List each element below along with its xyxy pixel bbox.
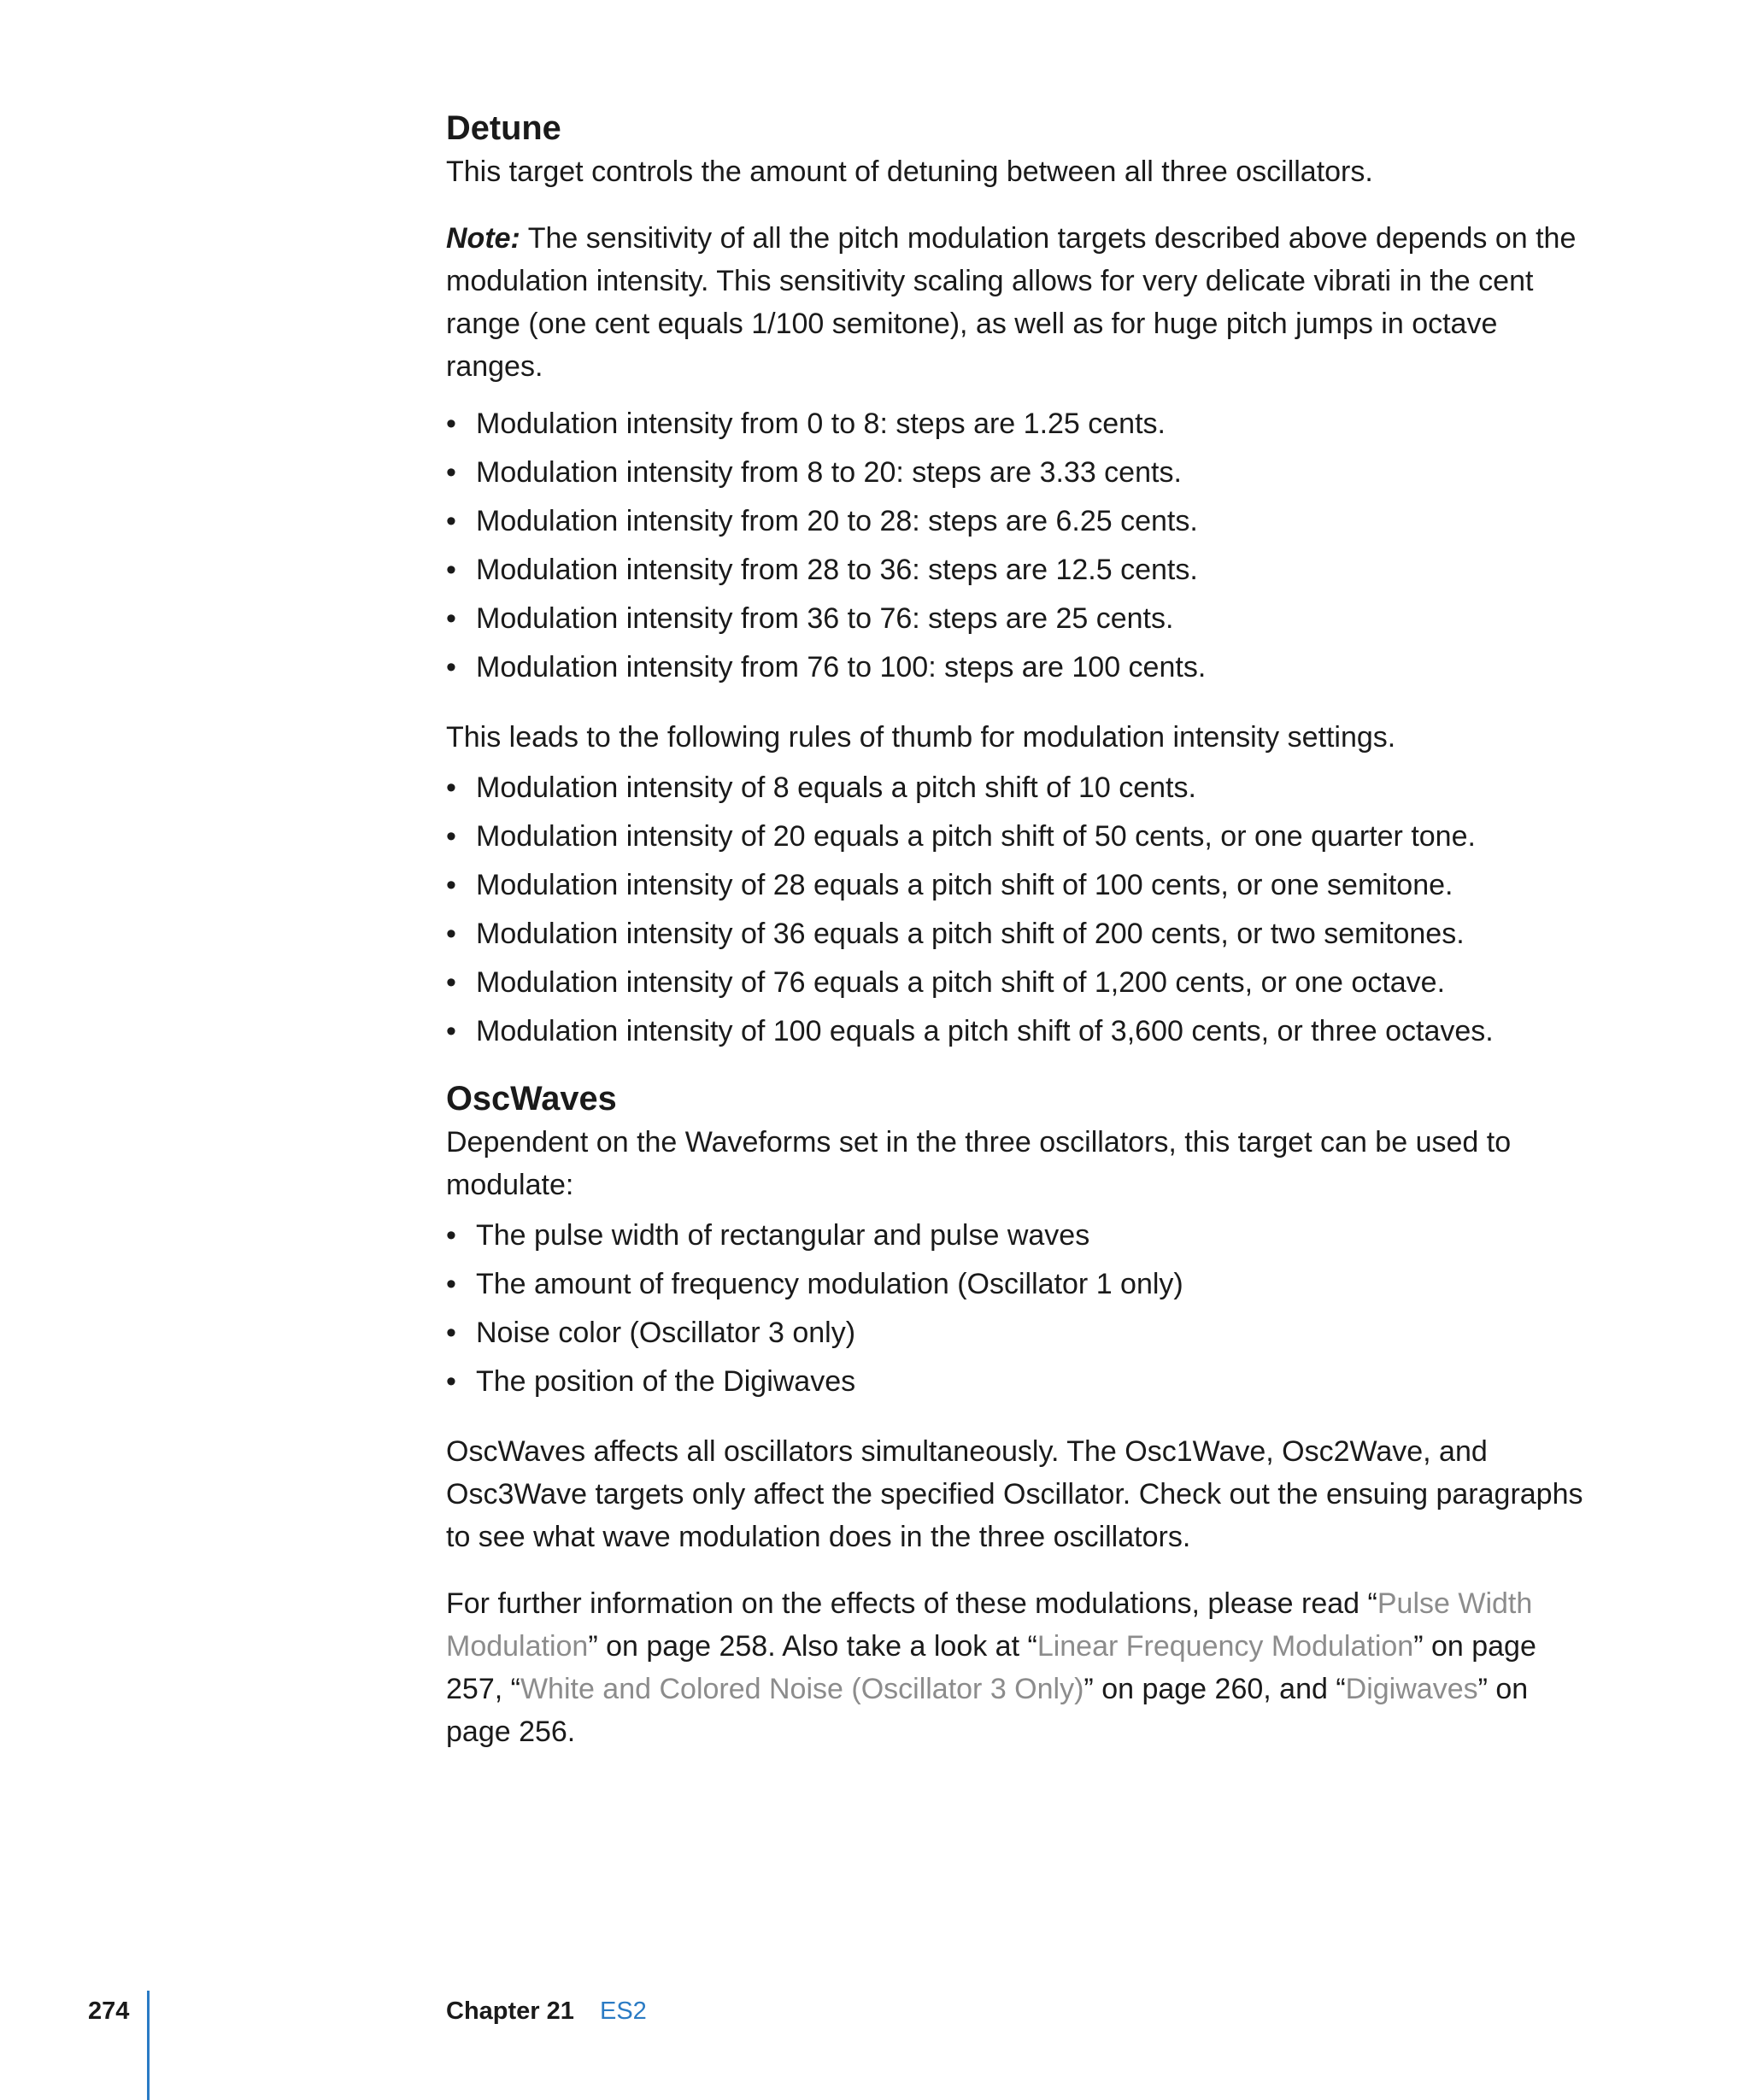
bullet-icon: • xyxy=(446,1317,456,1349)
list-item: • Modulation intensity from 36 to 76: steps are 25 cents. xyxy=(446,595,1591,643)
steps-list xyxy=(446,400,1591,692)
detune-heading: Detune xyxy=(446,109,561,147)
bullet-icon: • xyxy=(446,1268,456,1300)
list-item: • The pulse width of rectangular and pulse waves xyxy=(446,1211,1591,1260)
footer-divider xyxy=(147,1991,150,2100)
list-item: • The amount of frequency modulation (Oscillator 1 only) xyxy=(446,1260,1591,1309)
further-info-paragraph: For further information on the effects of these modulations, please read “Pulse Width Modulation” on page 258. Also take a look at “Linear Frequency Modulation” on page 257, “White and Colored Noise (Oscillator 3 Only)” on page 260, and “Digiwaves” on page 256. xyxy=(446,1587,1536,1748)
link-white-colored-noise[interactable]: White and Colored Noise (Oscillator 3 Only) xyxy=(520,1673,1084,1705)
detune-body: This target controls the amount of detuning between all three oscillators. xyxy=(446,155,1373,188)
bullet-icon: • xyxy=(446,1015,456,1047)
bullet-icon: • xyxy=(446,771,456,804)
link-pulse-width-modulation[interactable]: Pulse Width Modulation xyxy=(446,1587,1533,1663)
bullet-icon: • xyxy=(446,456,456,489)
bullet-icon: • xyxy=(446,554,456,586)
note-label: Note: xyxy=(446,222,520,255)
page-number: 274 xyxy=(88,1997,130,2025)
list-item: • Modulation intensity from 28 to 36: steps are 12.5 cents. xyxy=(446,546,1591,595)
list-item: • Modulation intensity of 8 equals a pitch shift of 10 cents. xyxy=(446,764,1591,812)
bullet-icon: • xyxy=(446,505,456,537)
bullet-icon: • xyxy=(446,408,456,440)
list-item: • Modulation intensity of 100 equals a pitch shift of 3,600 cents, or three octaves. xyxy=(446,1007,1591,1056)
bullet-icon: • xyxy=(446,966,456,999)
bullet-icon: • xyxy=(446,1219,456,1252)
bullet-icon: • xyxy=(446,918,456,950)
oscwaves-heading: OscWaves xyxy=(446,1080,617,1117)
bullet-icon: • xyxy=(446,602,456,635)
oscwaves-paragraph-2: OscWaves affects all oscillators simultaneously. The Osc1Wave, Osc2Wave, and Osc3Wave targets only affect the specified Oscillator. Check out the ensuing paragraphs to see what wave modulation does in the three oscillators. xyxy=(446,1435,1583,1553)
list-item: • Modulation intensity from 8 to 20: steps are 3.33 cents. xyxy=(446,449,1591,497)
link-digiwaves[interactable]: Digiwaves xyxy=(1345,1673,1478,1705)
note-body: The sensitivity of all the pitch modulation targets described above depends on the modulation intensity. This sensitivity scaling allows for very delicate vibrati in the cent range (one cent equals 1/100 semitone), as well as for huge pitch jumps in octave ranges. xyxy=(446,222,1577,383)
bullet-icon: • xyxy=(446,869,456,901)
oscwaves-body: Dependent on the Waveforms set in the three oscillators, this target can be used to modulate: xyxy=(446,1126,1512,1201)
list-item: • The position of the Digiwaves xyxy=(446,1358,1591,1406)
link-linear-frequency-modulation[interactable]: Linear Frequency Modulation xyxy=(1036,1630,1414,1663)
note-paragraph xyxy=(446,217,1591,388)
list-item: • Modulation intensity of 76 equals a pitch shift of 1,200 cents, or one octave. xyxy=(446,959,1591,1007)
page-content xyxy=(446,109,1591,1753)
rules-intro: This leads to the following rules of thumb for modulation intensity settings. xyxy=(446,721,1396,754)
footer-chapter-title: ES2 xyxy=(600,1997,647,2025)
bullet-icon: • xyxy=(446,651,456,683)
rules-list xyxy=(446,764,1591,1056)
list-item: • Noise color (Oscillator 3 only) xyxy=(446,1309,1591,1358)
list-item: • Modulation intensity from 20 to 28: steps are 6.25 cents. xyxy=(446,497,1591,546)
list-item: • Modulation intensity of 20 equals a pitch shift of 50 cents, or one quarter tone. xyxy=(446,812,1591,861)
list-item: • Modulation intensity from 0 to 8: steps are 1.25 cents. xyxy=(446,400,1591,449)
bullet-icon: • xyxy=(446,1365,456,1398)
footer-chapter-label: Chapter 21 xyxy=(446,1997,574,2025)
bullet-icon: • xyxy=(446,820,456,853)
oscwaves-list xyxy=(446,1211,1591,1406)
list-item: • Modulation intensity of 28 equals a pitch shift of 100 cents, or one semitone. xyxy=(446,861,1591,910)
list-item: • Modulation intensity of 36 equals a pitch shift of 200 cents, or two semitones. xyxy=(446,910,1591,959)
list-item: • Modulation intensity from 76 to 100: steps are 100 cents. xyxy=(446,643,1591,692)
